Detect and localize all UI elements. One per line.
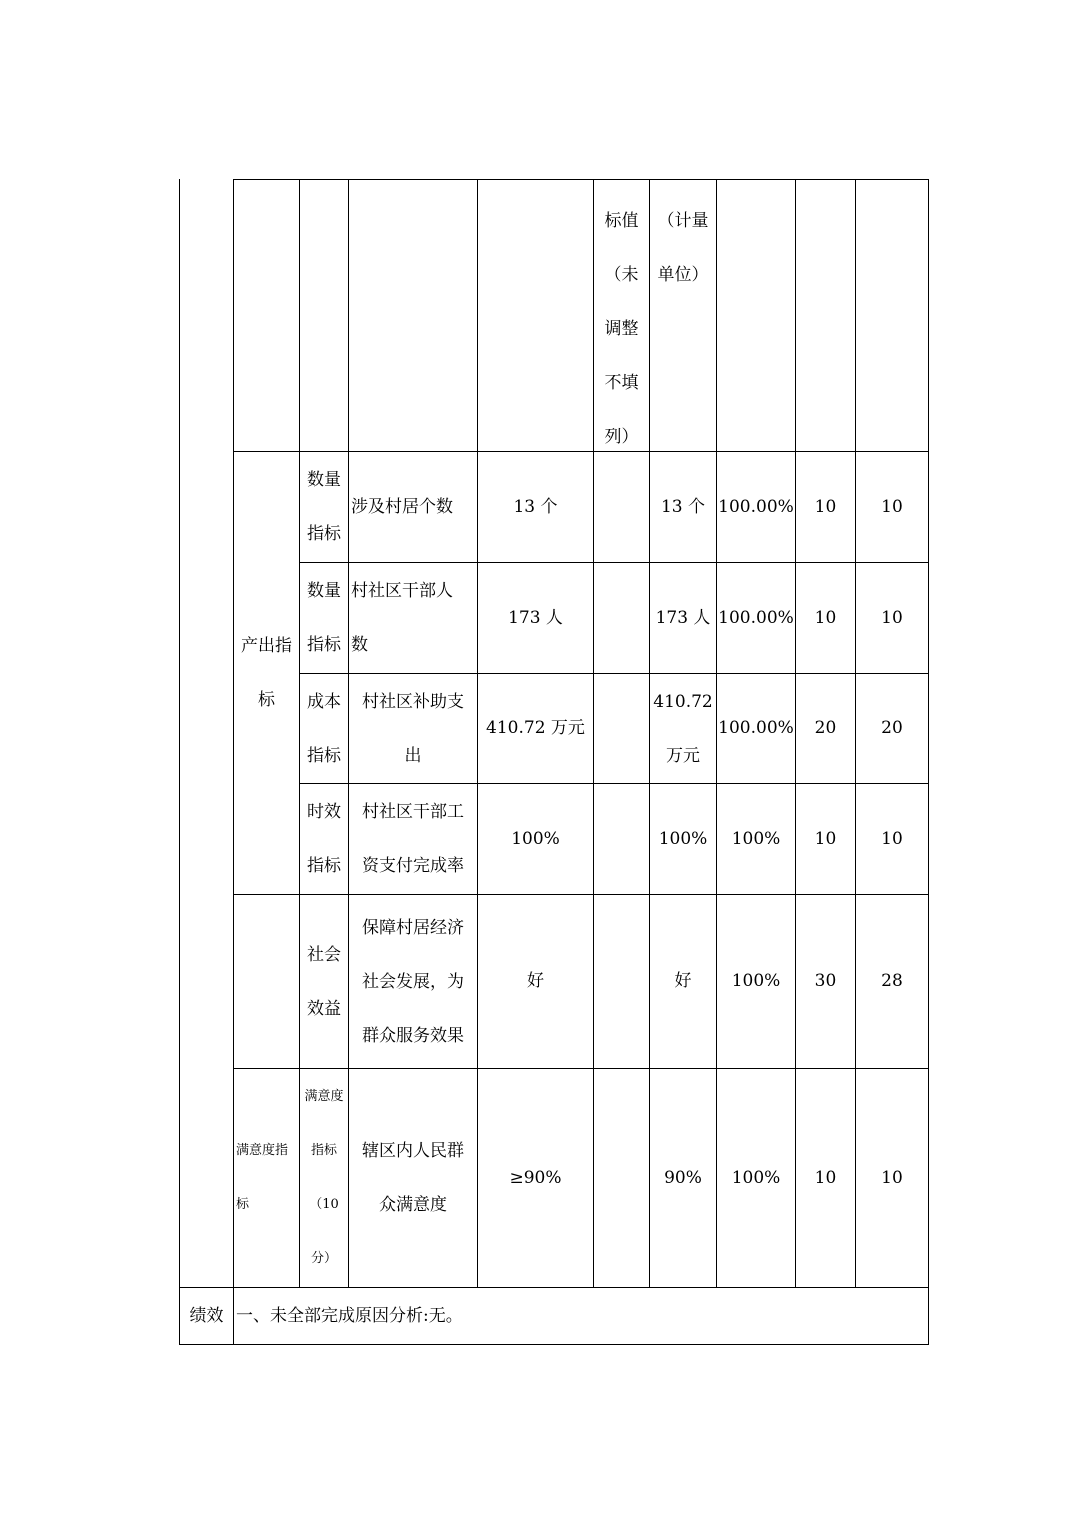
row3-weight: 20	[814, 718, 837, 738]
row5-target: 好	[527, 971, 544, 991]
row2-sub: 数量 指标	[307, 581, 341, 655]
row4-indicator: 村社区干部工 资支付完成率	[362, 802, 464, 876]
row6-adjusted	[594, 1069, 649, 1287]
row4-adjusted	[594, 784, 649, 894]
table-right-border	[928, 179, 929, 1345]
row1-target: 13 个	[513, 496, 558, 517]
row1-score: 10	[881, 496, 903, 517]
row5-rate: 100%	[731, 971, 781, 991]
row3-actual: 410.72 万元	[653, 691, 713, 766]
row2-rate: 100.00%	[718, 607, 794, 628]
header-target-adjusted: 标值 （未 调整 不填 列）	[604, 211, 639, 447]
table-bottom-border	[179, 1344, 929, 1345]
row1-indicator: 涉及村居个数	[351, 496, 453, 517]
row4-sub: 时效 指标	[307, 802, 341, 876]
row5-adjusted	[594, 895, 649, 1068]
row1-rate: 100.00%	[718, 496, 794, 517]
category-output: 产出指 标	[241, 636, 292, 710]
footer-label: 绩效	[189, 1305, 224, 1326]
row3-rate: 100.00%	[718, 718, 794, 738]
row5-actual: 好	[674, 971, 692, 991]
footer-text: 一、未全部完成原因分析:无。	[236, 1305, 463, 1326]
row6-actual: 90%	[664, 1167, 702, 1188]
row6-score: 10	[881, 1167, 903, 1188]
row3-indicator: 村社区补助支 出	[362, 691, 464, 766]
table-left-border	[179, 179, 180, 1345]
row2-actual: 173 人	[655, 607, 711, 628]
row4-rate: 100%	[731, 828, 781, 849]
row3-sub: 成本 指标	[307, 691, 341, 766]
row6-indicator: 辖区内人民群 众满意度	[362, 1141, 464, 1215]
row2-score: 10	[881, 607, 903, 628]
row6-target: ≥90%	[509, 1167, 562, 1188]
table-top-border	[233, 179, 929, 180]
row1-weight: 10	[814, 496, 837, 517]
row4-target: 100%	[511, 828, 560, 849]
row1-adjusted	[594, 452, 649, 562]
header-unit: （计量 单位）	[657, 211, 709, 285]
row3-target: 410.72 万元	[486, 718, 585, 738]
row5-indicator: 保障村居经济 社会发展，为 群众服务效果	[362, 917, 464, 1046]
row2-adjusted	[594, 563, 649, 673]
row5-category	[234, 895, 299, 1068]
row4-score: 10	[881, 828, 903, 849]
row3-adjusted	[594, 674, 649, 783]
row2-indicator: 村社区干部人 数	[351, 581, 453, 655]
row1-sub: 数量 指标	[307, 470, 341, 544]
row4-actual: 100%	[658, 828, 708, 849]
row6-sub: 满意度 指标 （10 分）	[304, 1089, 344, 1266]
row4-weight: 10	[814, 828, 837, 849]
row2-target: 173 人	[508, 607, 563, 628]
row2-weight: 10	[814, 607, 837, 628]
row3-score: 20	[881, 718, 903, 738]
row6-category: 满意度指 标	[236, 1143, 289, 1212]
row1-actual: 13 个	[660, 496, 706, 517]
row5-score: 28	[881, 971, 903, 991]
row5-weight: 30	[814, 971, 837, 991]
row6-rate: 100%	[731, 1167, 781, 1188]
row5-sub: 社会 效益	[307, 944, 341, 1019]
row6-weight: 10	[814, 1167, 837, 1188]
